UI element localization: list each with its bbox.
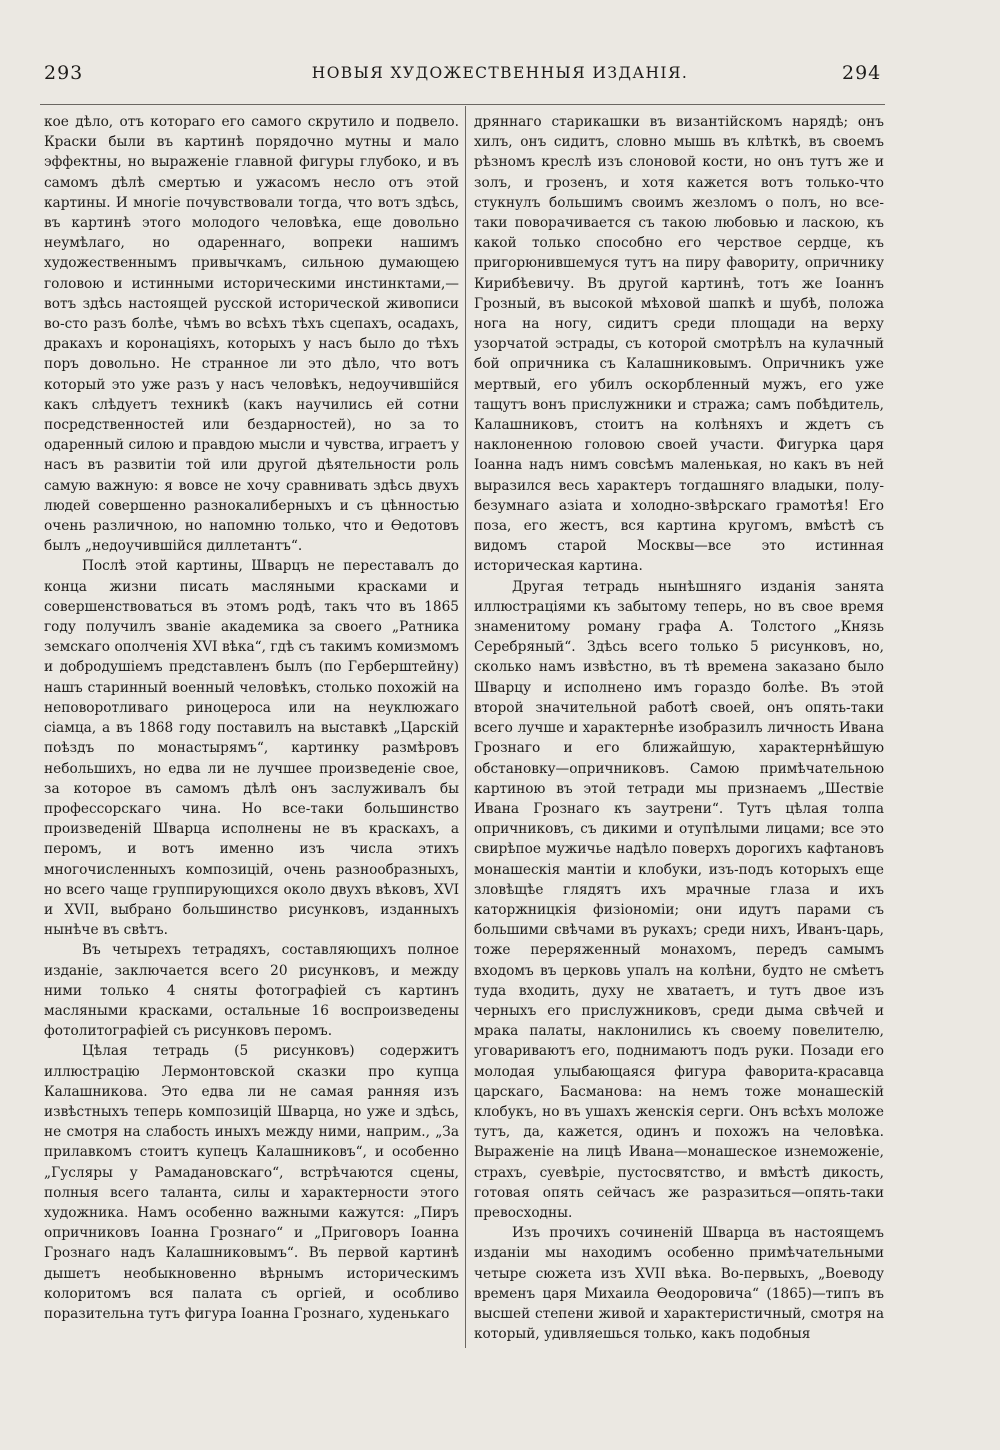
- column-divider: [465, 106, 466, 1348]
- paragraph: дряннаго старикашки въ византійскомъ нарядѣ; онъ хилъ, онъ сидитъ, словно мышь въ клѣткѣ, въ своемъ рѣзномъ креслѣ изъ слоновой кости, но онъ тутъ же и золъ, и грозенъ, и хотя кажется вотъ только-что стукнулъ большимъ своимъ жезломъ о полъ, но все-таки поворачивается съ такою любовью и ласкою, къ какой только способно его черствое сердце, къ пригорюнившемуся тутъ на пиру фавориту, опричнику Кирибѣевичу. Въ другой картинѣ, тотъ же Іоаннъ Грозный, въ высокой мѣховой шапкѣ и шубѣ, положа нога на ногу, сидитъ среди площади на верху узорчатой эстрады, съ которой смотрѣлъ на кулачный бой опричника съ Калашниковымъ. Опричникъ уже мертвый, его убилъ оскорбленный мужъ, его уже тащутъ вонъ прислужники и стража; самъ побѣдитель, Калашниковъ, стоитъ на колѣняхъ и ждетъ съ наклоненною головою своей участи. Фигурка царя Іоанна надъ нимъ совсѣмъ маленькая, но какъ въ ней выразился весь характеръ тогдашняго владыки, полу-безумнаго азіата и холодно-звѣрскаго грамотѣя! Его поза, его жестъ, вся картина кругомъ, вмѣстѣ съ видомъ старой Москвы—все это истинная историческая картина.: [474, 114, 884, 575]
- paragraph: Цѣлая тетрадь (5 рисунковъ) содержитъ иллюстрацію Лермонтовской сказки про купца Калашникова. Это едва ли не самая ранняя изъ извѣстныхъ теперь композицій Шварца, но уже и здѣсь, не смотря на слабость иныхъ между ними, наприм., „За прилавкомъ стоитъ купецъ Калашниковъ“, и особенно „Гусляры у Рамадановскаго“, встрѣчаются сцены, полныя всего таланта, силы и характерности этого художника. Намъ особенно важными кажутся: „Пиръ опричниковъ Іоанна Грознаго“ и „Приговоръ Іоанна Грознаго надъ Калашниковымъ“. Въ первой картинѣ дышетъ необыкновенно вѣрнымъ историческимъ колоритомъ вся палата съ оргіей, и особливо поразительна тутъ фигура Іоанна Грознаго, худенькаго: [44, 1043, 459, 1322]
- page-number-right: 294: [842, 62, 882, 84]
- running-title: НОВЫЯ ХУДОЖЕСТВЕННЫЯ ИЗДАНІЯ.: [311, 64, 689, 82]
- page-header: [0, 62, 1000, 84]
- right-column: [474, 112, 884, 1344]
- header-rule: [40, 104, 885, 105]
- left-column: [44, 112, 459, 1324]
- paragraph: Въ четырехъ тетрадяхъ, составляющихъ полное изданіе, заключается всего 20 рисунковъ, и между ними только 4 сняты фотографіей съ картинъ масляными красками, остальные 16 воспроизведены фотолитографіей съ рисунковъ перомъ.: [44, 942, 459, 1040]
- paragraph: Другая тетрадь нынѣшняго изданія занята иллюстраціями къ забытому теперь, но въ свое время знаменитому роману графа А. Толстого „Князь Серебряный“. Здѣсь всего только 5 рисунковъ, но, сколько намъ извѣстно, въ тѣ времена заказано было Шварцу и исполнено имъ гораздо болѣе. Въ этой второй значительной работѣ своей, онъ опять-таки всего лучше и характернѣе изобразилъ личность Ивана Грознаго и его ближайшую, характернѣйшую обстановку—опричниковъ. Самою примѣчательною картиною въ этой тетради мы признаемъ „Шествіе Ивана Грознаго къ заутрени“. Тутъ цѣлая толпа опричниковъ, съ дикими и отупѣлыми лицами; все это свирѣпое мужичье надѣло поверхъ дорогихъ кафтановъ монашескія мантіи и клобуки, изъ-подъ которыхъ еще зловѣщѣе глядятъ ихъ мрачные глаза и ихъ каторжницкія физіономіи; они идутъ парами съ большими свѣчами въ рукахъ; среди нихъ, Иванъ-царь, тоже переряженный монахомъ, передъ самымъ входомъ въ церковь упалъ на колѣни, будто не смѣетъ туда входить, духу не хватаетъ, и тутъ двое изъ черныхъ его прислужниковъ, среди дыма свѣчей и мрака палаты, наклонились къ своему повелителю, уговариваютъ его, поднимаютъ подъ руки. Позади его молодая улыбающаяся фигура фаворита-красавца царскаго, Басманова: на немъ тоже монашескій клобукъ, но въ ушахъ женскія серги. Онъ всѣхъ моложе тутъ, да, кажется, одинъ и похожъ на человѣка. Выраженіе на лицѣ Ивана—монашеское изнеможеніе, страхъ, суевѣріе, пустосвятство, и вмѣстѣ дикость, готовая опять сейчасъ же разразиться—опять-таки превосходны.: [474, 578, 884, 1221]
- paragraph: кое дѣло, отъ котораго его самого скрутило и подвело. Краски были въ картинѣ порядочно мутны и мало эффектны, но выраженіе главной фигуры глубоко, и въ самомъ дѣлѣ смертью и ужасомъ несло отъ этой картины. И многіе почувствовали тогда, что вотъ здѣсь, въ картинѣ этого молодого человѣка, еще довольно неумѣлаго, но одареннаго, вопреки нашимъ художественнымъ привычкамъ, сильною думающею головою и истинными историческими инстинктами,—вотъ здѣсь настоящей русской исторической живописи во-сто разъ болѣе, чѣмъ во всѣхъ тѣхъ сцепахъ, осадахъ, дракахъ и коронаціяхъ, которыхъ у насъ было до тѣхъ поръ довольно. Не странное ли это дѣло, что вотъ который это уже разъ у насъ человѣкъ, недоучившійся какъ слѣдуетъ техникѣ (какъ научились ей сотни посредственностей или бездарностей), но за то одаренный силою и правдою мысли и чувства, играетъ у насъ въ развитіи той или другой дѣятельности роль самую важную: я вовсе не хочу сравнивать здѣсь двухъ людей совершенно разнокалиберныхъ и съ цѣнностью очень различною, но напомню только, что и Ѳедотовъ былъ „недоучившійся диллетантъ“.: [44, 114, 459, 555]
- paragraph: Изъ прочихъ сочиненій Шварца въ настоящемъ изданіи мы находимъ особенно примѣчательными четыре сюжета изъ XVII вѣка. Во-первыхъ, „Воеводу временъ царя Михаила Ѳеодоровича“ (1865)—типъ въ высшей степени живой и характеристичный, смотря на который, удивляешься только, какъ подобныя: [474, 1225, 884, 1343]
- page-number-left: 293: [44, 62, 84, 84]
- paragraph: Послѣ этой картины, Шварцъ не переставалъ до конца жизни писать масляными красками и совершенствоваться въ этомъ родѣ, такъ что въ 1865 году получилъ званіе академика за своего „Ратника земскаго ополченія XVI вѣка“, гдѣ съ такимъ комизмомъ и добродушіемъ представленъ былъ (по Герберштейну) нашъ старинный военный человѣкъ, столько похожій на неповоротливаго риноцероса или на неуклюжаго сіамца, а въ 1868 году поставилъ на выставкѣ „Царскій поѣздъ по монастырямъ“, картинку размѣровъ небольшихъ, но едва ли не лучшее произведеніе свое, за которое въ самомъ дѣлѣ онъ заслуживалъ бы профессорскаго чина. Но все-таки большинство произведеній Шварца исполнены не въ краскахъ, а перомъ, и вотъ именно изъ числа этихъ многочисленныхъ композицій, очень разнообразныхъ, но всего чаще группирующихся около двухъ вѣковъ, XVI и XVII, выбрано большинство рисунковъ, изданныхъ нынѣче въ свѣтъ.: [44, 558, 459, 939]
